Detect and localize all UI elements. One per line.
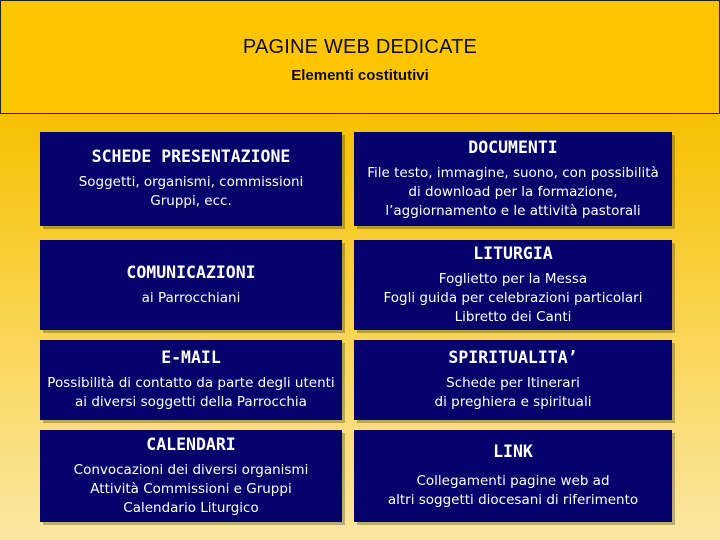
card-line: Fogli guida per celebrazioni particolari	[383, 289, 643, 306]
card-comunicazioni	[40, 240, 342, 330]
card-title: E-MAIL	[161, 348, 221, 367]
card-line: Schede per Itinerari	[446, 375, 580, 391]
card-line: File testo, immagine, suono, con possibilità	[367, 164, 659, 181]
card-line: Gruppi, ecc.	[150, 193, 232, 209]
card-line: altri soggetti diocesani di riferimento	[387, 492, 639, 508]
card-line: Soggetti, organismi, commissioni	[78, 174, 304, 190]
card-line: Possibilità di contatto da parte degli utenti	[47, 375, 335, 391]
card-title: LINK	[493, 442, 533, 461]
card-liturgia	[354, 240, 672, 330]
card-line: l’aggiornamento e le attività pastorali	[385, 202, 641, 219]
card-line: Attività Commissioni e Gruppi	[90, 480, 292, 497]
page-title: PAGINE WEB DEDICATE	[242, 36, 478, 58]
card-title: DOCUMENTI	[468, 137, 558, 157]
card-spiritualita	[354, 340, 672, 420]
card-line: ai diversi soggetti della Parrocchia	[75, 394, 307, 410]
title-header	[0, 0, 720, 114]
card-line: Collegamenti pagine web ad	[416, 473, 610, 489]
card-title: SPIRITUALITA’	[448, 348, 578, 367]
card-calendari	[40, 430, 342, 522]
card-link	[354, 430, 672, 522]
card-schede-presentazione	[40, 132, 342, 226]
card-line: di download per la formazione,	[408, 183, 618, 200]
card-title: COMUNICAZIONI	[126, 262, 256, 282]
card-title: CALENDARI	[146, 434, 236, 454]
card-documenti	[354, 132, 672, 226]
card-email	[40, 340, 342, 420]
card-line: di preghiera e spirituali	[434, 394, 592, 410]
card-title: SCHEDE PRESENTAZIONE	[91, 147, 291, 166]
card-line: Calendario Liturgico	[123, 499, 259, 516]
card-title: LITURGIA	[473, 243, 553, 263]
page-subtitle: Elementi costitutivi	[291, 67, 429, 84]
card-line: Convocazioni dei diversi organismi	[73, 461, 309, 478]
card-line: Foglietto per la Messa	[438, 270, 588, 287]
card-line: Libretto dei Canti	[454, 308, 572, 325]
card-line: ai Parrocchiani	[141, 289, 241, 306]
